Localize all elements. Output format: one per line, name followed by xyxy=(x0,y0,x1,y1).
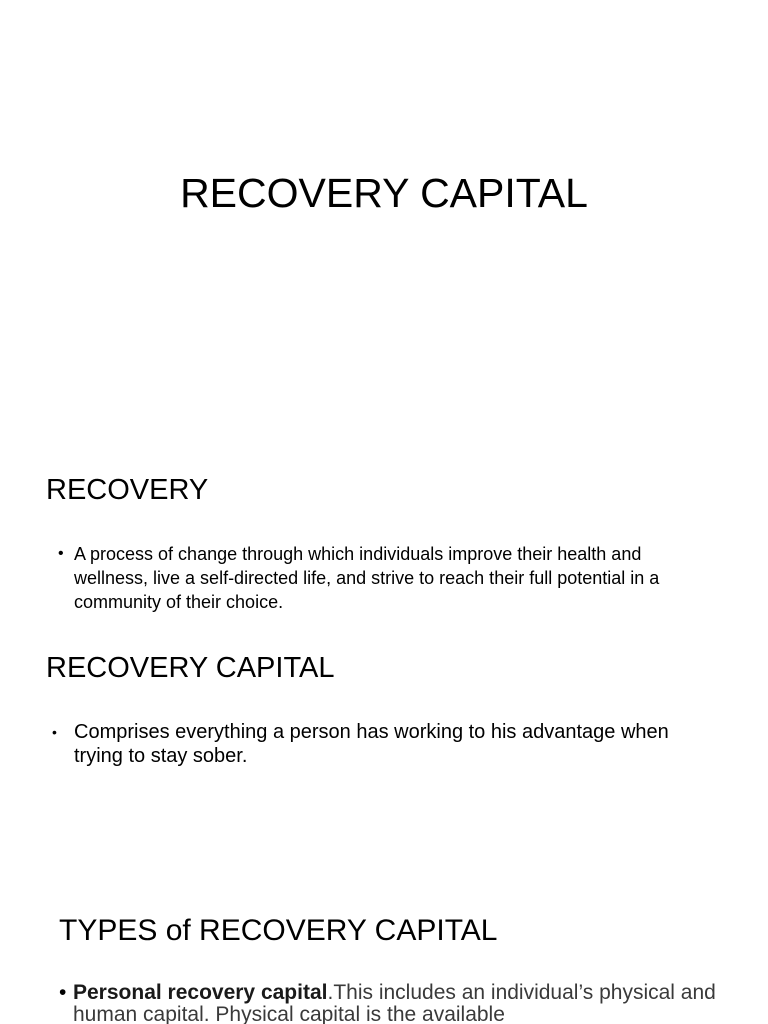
personal-capital-text xyxy=(73,982,739,1024)
recovery-definition-bullet xyxy=(58,542,708,614)
recovery-capital-definition-bullet xyxy=(52,720,712,768)
personal-capital-term: Personal recovery capital xyxy=(73,981,328,1004)
recovery-heading: RECOVERY xyxy=(46,474,209,506)
personal-capital-bullet xyxy=(59,982,739,1024)
definitions-slide xyxy=(0,430,768,860)
title-slide xyxy=(0,0,768,430)
types-slide xyxy=(0,860,768,1024)
recovery-definition-text: A process of change through which individuals improve their health and wellness, live a self-directed life, and strive to reach their full potential in a community of their choice. xyxy=(74,544,660,612)
bullet-icon: • xyxy=(59,981,67,1004)
slide-title: RECOVERY CAPITAL xyxy=(180,170,588,216)
recovery-capital-definition-text: Comprises everything a person has working to his advantage when trying to stay sober. xyxy=(74,721,669,767)
types-heading: TYPES of RECOVERY CAPITAL xyxy=(59,914,498,947)
recovery-capital-heading: RECOVERY CAPITAL xyxy=(46,652,335,684)
bullet-icon: • xyxy=(58,545,64,562)
bullet-icon: • xyxy=(52,724,57,740)
personal-capital-description: .This includes an individual’s physical and human capital. Physical capital is the available xyxy=(73,981,716,1024)
